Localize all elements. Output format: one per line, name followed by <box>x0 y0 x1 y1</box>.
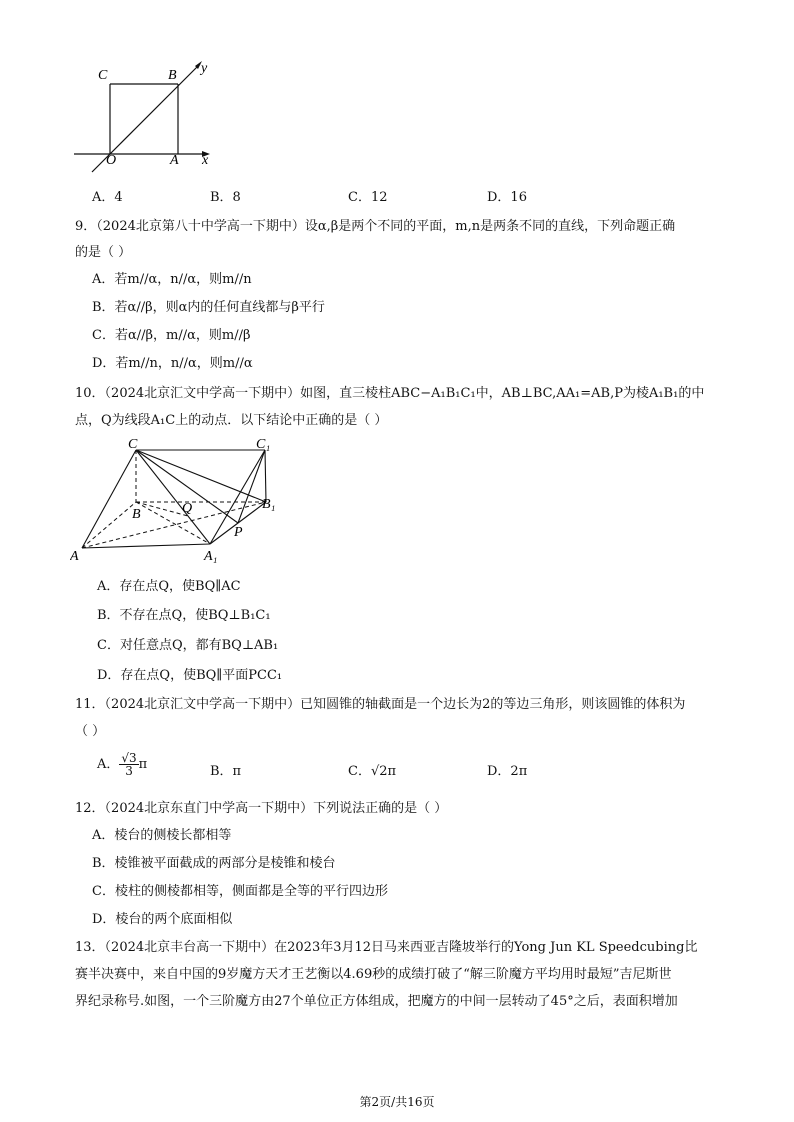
q10-stem-line1: 10．（2024北京汇文中学高一下期中）如图，直三棱柱ABC−A₁B₁C₁中，AB⊥BC,AA₁=AB,P为棱A₁B₁的中 <box>75 386 705 401</box>
figure-prism <box>70 436 290 564</box>
page-footer: 第2页/共16页 <box>359 1095 435 1109</box>
q11-stem-line1: 11．（2024北京汇文中学高一下期中）已知圆锥的轴截面是一个边长为2的等边三角形，则该圆锥的体积为 <box>75 697 686 712</box>
q11-option-a-prefix: A． <box>97 757 120 772</box>
figure-square-axes <box>70 58 220 173</box>
label-x: x <box>202 153 209 168</box>
label-Q: Q <box>182 501 193 516</box>
q8-option-d: D．16 <box>487 190 527 205</box>
label-A: A <box>70 549 79 564</box>
label-C1: C₁ <box>256 437 271 452</box>
label-B1: B₁ <box>262 497 276 512</box>
q10-stem-line2: 点，Q为线段A₁C上的动点．以下结论中正确的是（ ） <box>75 413 388 428</box>
q9-stem-line1: 9．（2024北京第八十中学高一下期中）设α,β是两个不同的平面，m,n是两条不同的直线，下列命题正确 <box>75 219 676 234</box>
edge-CA1 <box>136 450 210 544</box>
edge-BQ-dashed <box>136 502 188 516</box>
q10-option-a: A．存在点Q，使BQ∥AC <box>97 579 241 594</box>
edge-AA1 <box>82 544 210 548</box>
label-A1: A₁ <box>204 549 218 564</box>
q11-option-c: C．√2π <box>348 764 397 779</box>
fraction-numerator: √3 <box>121 751 137 765</box>
q9-option-d: D．若m//n，n//α，则m//α <box>92 356 253 371</box>
q11-option-d: D．2π <box>487 764 528 779</box>
edge-BA1-dashed <box>136 502 210 544</box>
label-C: C <box>128 437 138 452</box>
q13-line1: 13．（2024北京丰台高一下期中）在2023年3月12日马来西亚吉隆坡举行的Yong Jun KL Speedcubing比 <box>75 940 698 955</box>
q11-option-a <box>97 752 147 777</box>
q11-option-b: B．π <box>210 764 242 779</box>
q8-option-c: C．12 <box>348 190 388 205</box>
q12-option-d: D．棱台的两个底面相似 <box>92 912 233 927</box>
label-y: y <box>201 61 208 76</box>
label-O: O <box>106 153 117 168</box>
label-A: A <box>170 153 179 168</box>
q8-option-b: B．8 <box>210 190 241 205</box>
edge-CB1 <box>136 450 266 502</box>
label-P: P <box>234 525 243 540</box>
edge-CA <box>82 450 136 548</box>
fraction <box>119 752 138 777</box>
q10-option-c: C．对任意点Q，都有BQ⊥AB₁ <box>97 638 279 653</box>
q12-option-b: B．棱锥被平面截成的两部分是棱锥和棱台 <box>92 856 336 871</box>
q9-stem-line2: 的是（ ） <box>75 245 132 260</box>
q12-stem: 12．（2024北京东直门中学高一下期中）下列说法正确的是（ ） <box>75 801 448 816</box>
q13-line2: 赛半决赛中，来自中国的9岁魔方天才王艺衡以4.69秒的成绩打破了“解三阶魔方平均用时最短”吉尼斯世 <box>75 967 672 982</box>
q9-option-c: C．若α//β，m//α，则m//β <box>92 328 251 343</box>
fraction-denominator: 3 <box>125 764 133 778</box>
q11-stem-line2: （ ） <box>75 724 106 739</box>
q9-option-a: A．若m//α，n//α，则m//n <box>92 272 252 287</box>
edge-AB-dashed <box>82 502 136 548</box>
label-B: B <box>168 68 177 83</box>
edge-C1B1 <box>265 450 266 502</box>
q9-option-b: B．若α//β，则α内的任何直线都与β平行 <box>92 300 325 315</box>
q10-option-d: D．存在点Q，使BQ∥平面PCC₁ <box>97 668 283 683</box>
label-C: C <box>98 68 108 83</box>
q12-option-c: C．棱柱的侧棱都相等，侧面都是全等的平行四边形 <box>92 884 388 899</box>
q13-line3: 界纪录称号.如图，一个三阶魔方由27个单位正方体组成，把魔方的中间一层转动了45°之后，表面积增加 <box>75 994 678 1009</box>
q11-option-a-suffix: π <box>138 757 148 772</box>
q10-option-b: B．不存在点Q，使BQ⊥B₁C₁ <box>97 608 271 623</box>
q12-option-a: A．棱台的侧棱长都相等 <box>92 828 232 843</box>
edge-C1P <box>238 450 265 523</box>
label-B: B <box>132 507 141 522</box>
q8-option-a: A．4 <box>92 190 123 205</box>
